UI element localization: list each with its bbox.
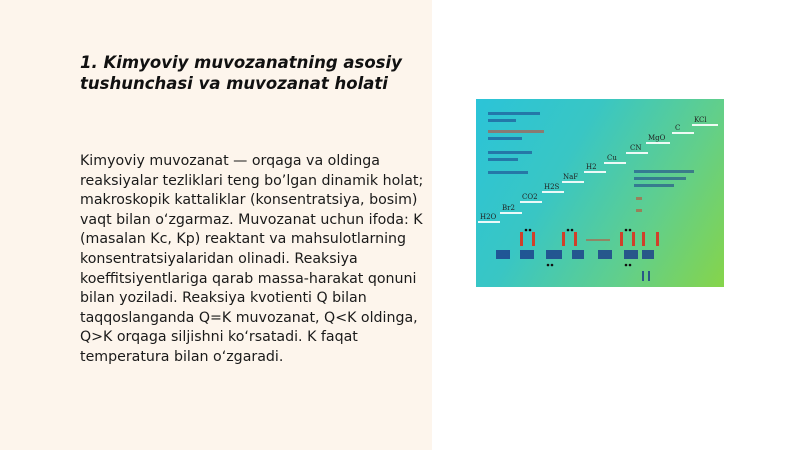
formula-label: CN (630, 144, 642, 152)
formula-label: KCl (694, 116, 707, 124)
reaction-scheme (496, 229, 659, 281)
formula-label: NaF (563, 173, 579, 181)
formula-label: Br2 (502, 204, 515, 212)
chemistry-illustration-graphic (476, 99, 724, 287)
slide-body-text: Kimyoviy muvozanat — orqaga va oldinga reaksiyalar tezliklari teng bo’lgan dinamik holat; makroskopik kattaliklar (konsentratsiya, bosim) vaqt bilan o‘zgarmaz. Muvozanat uchun ifoda: K (masalan Kc, Kp) reaktant va mahsulotlarning konsentratsiyalaridan olinadi. Reaksiya koeffitsiyentlariga qarab massa-harakat qonuni bilan yoziladi. Reaksiya kvotienti Q bilan taqqoslanganda Q=K muvozanat, Q<K oldinga, Q>K orqaga siljishni ko‘rsatadi. K faqat temperatura bilan o‘zgaradi. (80, 153, 424, 365)
formula-label: Cu (607, 154, 617, 162)
chemistry-illustration (476, 99, 724, 287)
decorative-note-lines-right (634, 170, 694, 212)
formula-label: H2O (480, 213, 497, 221)
formula-label: H2S (544, 183, 560, 191)
slide-title: 1. Kimyoviy muvozanatning asosiy tushunchasi va muvozanat holati (80, 53, 402, 93)
formula-label: CO2 (522, 193, 538, 201)
formula-label: H2 (586, 163, 597, 171)
formula-label: C (675, 124, 681, 132)
formula-label: MgO (648, 134, 666, 142)
decorative-note-lines (488, 112, 544, 174)
